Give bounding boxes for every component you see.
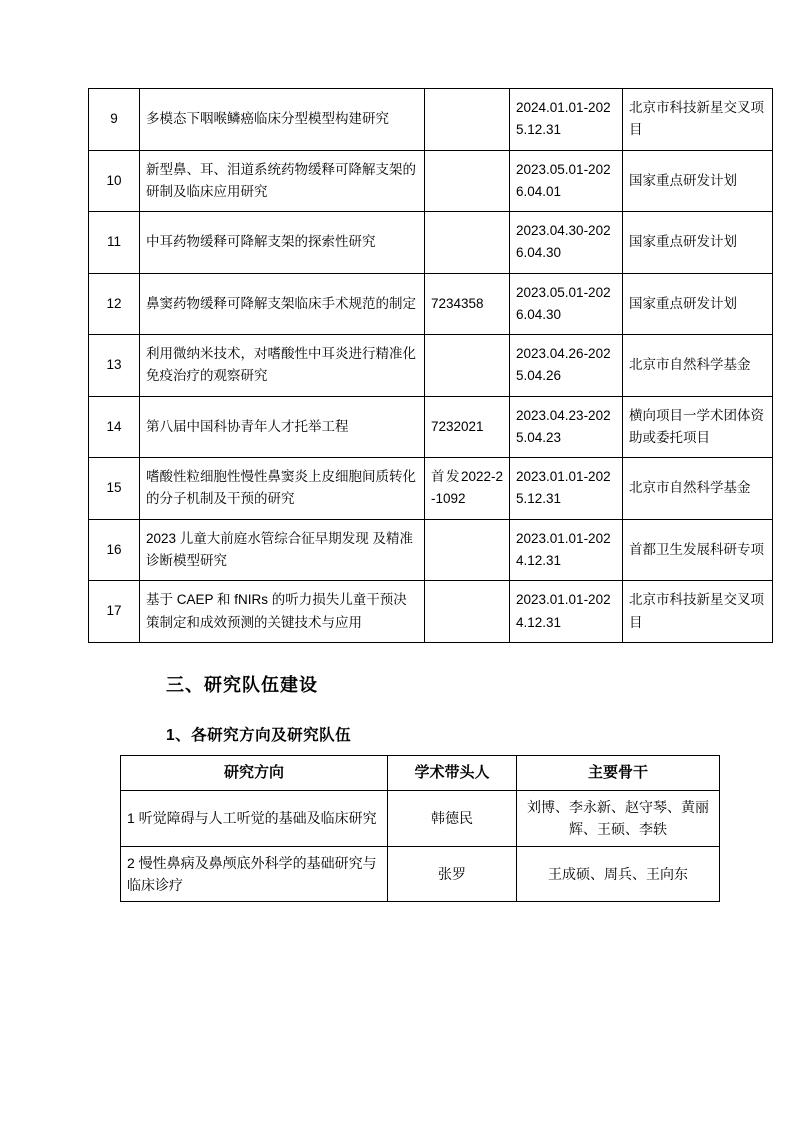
- table-row: [89, 273, 773, 335]
- table-row: [89, 396, 773, 458]
- project-code: [425, 335, 510, 397]
- project-name: 2023 儿童大前庭水管综合征早期发现 及精准诊断模型研究: [140, 519, 425, 581]
- project-code-text: 7232021: [431, 418, 484, 434]
- row-number: 10: [89, 150, 140, 212]
- project-code: [425, 150, 510, 212]
- project-code: [425, 212, 510, 274]
- subsection-heading: 1、各研究方向及研究队伍: [166, 726, 352, 744]
- project-source: 北京市自然科学基金: [623, 458, 773, 520]
- project-code: [425, 581, 510, 643]
- project-period: 2023.04.26-2025.04.26: [510, 335, 623, 397]
- column-header-direction: 研究方向: [121, 755, 388, 790]
- project-code: [425, 519, 510, 581]
- table-row: [121, 846, 720, 902]
- row-number: 13: [89, 335, 140, 397]
- row-number: 9: [89, 89, 140, 151]
- project-code: [425, 273, 510, 335]
- table-header-row: [121, 755, 720, 790]
- team-core-members: 王成硕、周兵、王向东: [517, 846, 720, 902]
- project-code-text: 首发2022-2-1092: [431, 469, 503, 507]
- table-row: [89, 458, 773, 520]
- row-number: 16: [89, 519, 140, 581]
- project-source: 北京市科技新星交叉项目: [623, 89, 773, 151]
- team-leader: 韩德民: [388, 790, 517, 846]
- table-row: [89, 519, 773, 581]
- column-header-core: 主要骨干: [517, 755, 720, 790]
- project-name: 新型鼻、耳、泪道系统药物缓释可降解支架的研制及临床应用研究: [140, 150, 425, 212]
- project-period: 2023.01.01-2025.12.31: [510, 458, 623, 520]
- project-name: 中耳药物缓释可降解支架的探索性研究: [140, 212, 425, 274]
- project-name: 第八届中国科协青年人才托举工程: [140, 396, 425, 458]
- project-period: 2023.05.01-2026.04.30: [510, 273, 623, 335]
- table-row: [89, 150, 773, 212]
- research-direction: 1 听觉障碍与人工听觉的基础及临床研究: [121, 790, 388, 846]
- team-table-head: [121, 755, 720, 790]
- project-period: 2023.04.23-2025.04.23: [510, 396, 623, 458]
- project-source: 北京市自然科学基金: [623, 335, 773, 397]
- column-header-leader: 学术带头人: [388, 755, 517, 790]
- project-period: 2023.05.01-2026.04.01: [510, 150, 623, 212]
- table-row: [121, 790, 720, 846]
- project-period: 2024.01.01-2025.12.31: [510, 89, 623, 151]
- project-code: [425, 396, 510, 458]
- row-number: 14: [89, 396, 140, 458]
- project-name: 嗜酸性粒细胞性慢性鼻窦炎上皮细胞间质转化的分子机制及干预的研究: [140, 458, 425, 520]
- project-source: 国家重点研发计划: [623, 273, 773, 335]
- table-row: [89, 212, 773, 274]
- project-name: 基于 CAEP 和 fNIRs 的听力损失儿童干预决策制定和成效预测的关键技术与应用: [140, 581, 425, 643]
- row-number: 11: [89, 212, 140, 274]
- project-code-text: 7234358: [431, 295, 484, 311]
- projects-table-body: [89, 89, 773, 643]
- team-core-members: 刘博、李永新、赵守琴、黄丽辉、王硕、李轶: [517, 790, 720, 846]
- project-code: [425, 89, 510, 151]
- project-source: 首都卫生发展科研专项: [623, 519, 773, 581]
- research-direction: 2 慢性鼻病及鼻颅底外科学的基础研究与临床诊疗: [121, 846, 388, 902]
- project-code: [425, 458, 510, 520]
- project-period: 2023.04.30-2026.04.30: [510, 212, 623, 274]
- project-name: 多模态下咽喉鳞癌临床分型模型构建研究: [140, 89, 425, 151]
- table-row: [89, 89, 773, 151]
- table-row: [89, 581, 773, 643]
- project-period: 2023.01.01-2024.12.31: [510, 581, 623, 643]
- project-period: 2023.01.01-2024.12.31: [510, 519, 623, 581]
- row-number: 15: [89, 458, 140, 520]
- row-number: 17: [89, 581, 140, 643]
- project-source: 国家重点研发计划: [623, 212, 773, 274]
- project-source: 横向项目一学术团体资助或委托项目: [623, 396, 773, 458]
- research-team-table: [120, 755, 720, 903]
- project-source: 北京市科技新星交叉项目: [623, 581, 773, 643]
- project-source: 国家重点研发计划: [623, 150, 773, 212]
- project-name: 鼻窦药物缓释可降解支架临床手术规范的制定: [140, 273, 425, 335]
- table-row: [89, 335, 773, 397]
- research-projects-table: [88, 88, 773, 643]
- row-number: 12: [89, 273, 140, 335]
- team-table-body: [121, 790, 720, 902]
- section-heading: 三、研究队伍建设: [166, 674, 318, 695]
- team-leader: 张罗: [388, 846, 517, 902]
- project-name: 利用微纳米技术，对嗜酸性中耳炎进行精准化免疫治疗的观察研究: [140, 335, 425, 397]
